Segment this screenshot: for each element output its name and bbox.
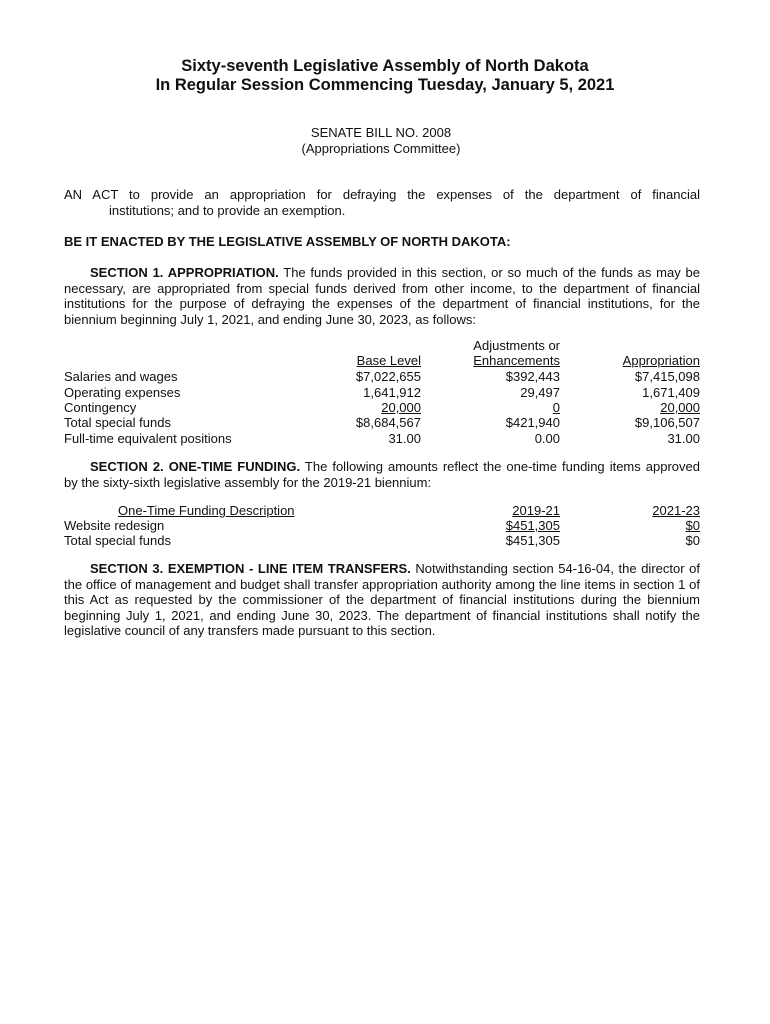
row-base: 20,000 bbox=[381, 400, 421, 415]
header-enhancements: Enhancements bbox=[473, 353, 560, 368]
section-3 bbox=[64, 561, 700, 639]
row-label: Website redesign bbox=[64, 518, 165, 533]
row-base: 31.00 bbox=[388, 431, 421, 446]
row-adjustment: $421,940 bbox=[505, 415, 560, 430]
row-base: $7,022,655 bbox=[355, 369, 421, 384]
row-base: 1,641,912 bbox=[363, 385, 421, 400]
row-appropriation: $7,415,098 bbox=[634, 369, 700, 384]
title-line-2: In Regular Session Commencing Tuesday, January 5, 2021 bbox=[155, 76, 615, 94]
header-adjustments-top: Adjustments or bbox=[473, 338, 560, 353]
header-base-level: Base Level bbox=[356, 353, 421, 368]
table-header-top bbox=[64, 338, 700, 354]
committee-name: (Appropriations Committee) bbox=[301, 141, 461, 156]
table-row bbox=[64, 385, 700, 401]
page-title bbox=[0, 57, 770, 95]
section-3-heading: SECTION 3. EXEMPTION - LINE ITEM TRANSFERS. bbox=[90, 561, 411, 576]
table-row bbox=[64, 400, 700, 416]
bill-identifier bbox=[0, 125, 762, 157]
table-header bbox=[64, 353, 700, 369]
header-2019-21: 2019-21 bbox=[512, 503, 560, 518]
table-row bbox=[64, 415, 700, 431]
row-adjustment: 0.00 bbox=[534, 431, 560, 446]
table-row bbox=[64, 533, 700, 549]
header-appropriation: Appropriation bbox=[622, 353, 700, 368]
section-2 bbox=[64, 459, 700, 490]
row-label: Contingency bbox=[64, 400, 137, 415]
section-1-heading: SECTION 1. APPROPRIATION. bbox=[90, 265, 279, 280]
row-label: Operating expenses bbox=[64, 385, 181, 400]
row-label: Salaries and wages bbox=[64, 369, 178, 384]
act-title-line-1: AN ACT to provide an appropriation for defraying the expenses of the department of financial bbox=[64, 187, 700, 202]
row-label: Full-time equivalent positions bbox=[64, 431, 232, 446]
row-adjustment: 0 bbox=[552, 400, 560, 415]
row-adjustment: 29,497 bbox=[520, 385, 560, 400]
row-2019-21: $451,305 bbox=[505, 533, 560, 548]
section-1 bbox=[64, 265, 700, 327]
table-header bbox=[64, 503, 700, 519]
section-1-text: The funds provided in this section, or so much of the funds as may be necessary, are appropriated from special funds derived from other income, to the department of financial institutions for the purpose of defraying the expenses of the department of financial institutions, for the biennium beginning July 1, 2021, and ending June 30, 2023, as follows: bbox=[64, 265, 700, 327]
row-adjustment: $392,443 bbox=[505, 369, 560, 384]
row-2019-21: $451,305 bbox=[505, 518, 560, 533]
table-row bbox=[64, 431, 700, 447]
header-description: One-Time Funding Description bbox=[118, 503, 295, 518]
row-label: Total special funds bbox=[64, 533, 171, 548]
row-2021-23: $0 bbox=[685, 518, 700, 533]
table-row bbox=[64, 369, 700, 385]
row-appropriation: 31.00 bbox=[667, 431, 700, 446]
bill-number: SENATE BILL NO. 2008 bbox=[310, 125, 452, 140]
enacting-clause: BE IT ENACTED BY THE LEGISLATIVE ASSEMBLY OF NORTH DAKOTA: bbox=[64, 234, 511, 249]
table-row bbox=[64, 518, 700, 534]
row-appropriation: 1,671,409 bbox=[642, 385, 700, 400]
title-line-1: Sixty-seventh Legislative Assembly of North Dakota bbox=[181, 57, 589, 75]
section-2-text: The following amounts reflect the one-time funding items approved by the sixty-sixth legislative assembly for the 2019-21 biennium: bbox=[64, 459, 700, 490]
section-3-text: Notwithstanding section 54-16-04, the director of the office of management and budget shall transfer appropriation authority among the line items in section 1 of this Act as requested by the commissioner of the department of financial institutions during the biennium beginning July 1, 2021, and ending June 30, 2023. The department of financial institutions shall notify the legislative council of any transfers made pursuant to this section. bbox=[64, 561, 700, 639]
section-2-heading: SECTION 2. ONE-TIME FUNDING. bbox=[90, 459, 301, 474]
row-appropriation: $9,106,507 bbox=[634, 415, 700, 430]
row-label: Total special funds bbox=[64, 415, 171, 430]
act-title-line-2: institutions; and to provide an exemption. bbox=[109, 202, 346, 218]
header-2021-23: 2021-23 bbox=[652, 503, 700, 518]
row-2021-23: $0 bbox=[685, 533, 700, 548]
row-appropriation: 20,000 bbox=[660, 400, 700, 415]
act-title bbox=[64, 187, 700, 218]
row-base: $8,684,567 bbox=[355, 415, 421, 430]
